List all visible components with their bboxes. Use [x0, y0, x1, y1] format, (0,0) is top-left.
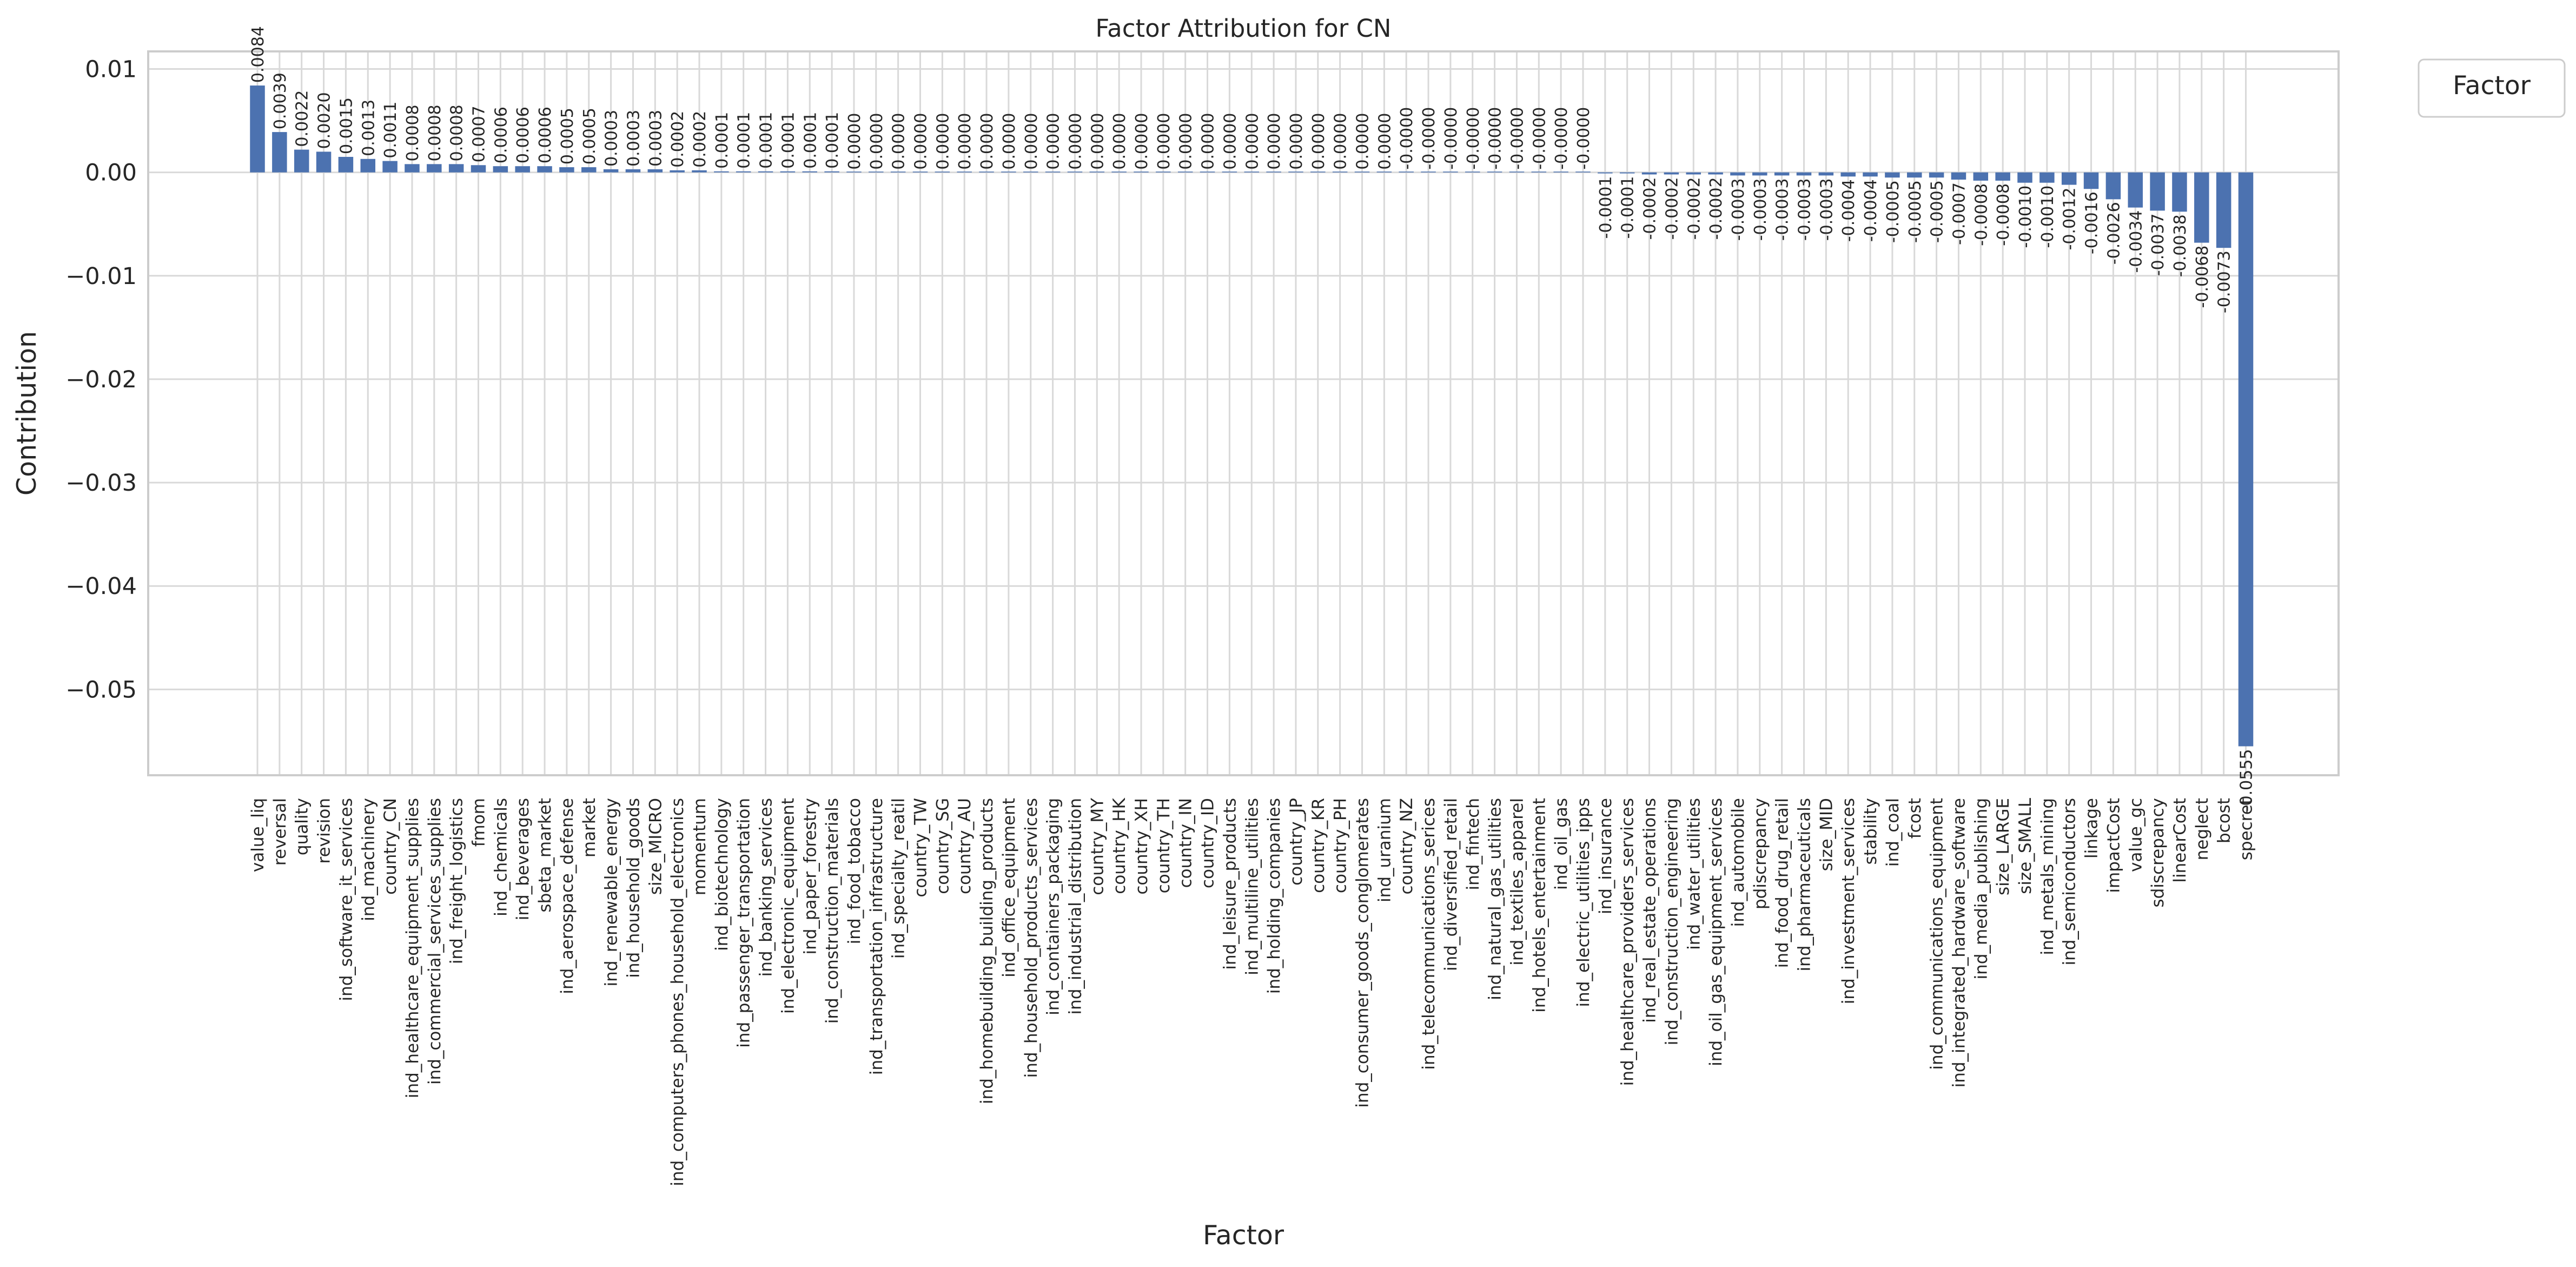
x-tick-label: ind_commercial_services_supplies: [425, 798, 445, 1085]
bar-value-label: 0.0002: [691, 110, 710, 168]
bar-value-label: -0.0005: [1928, 180, 1947, 243]
bar: [250, 85, 265, 173]
bar-value-label: 0.0007: [469, 105, 489, 163]
y-tick-label: −0.05: [65, 676, 137, 704]
bar-value-label: 0.0000: [889, 113, 909, 170]
x-tick-label: revision: [314, 798, 334, 864]
x-tick-label: ind_chemicals: [491, 798, 511, 916]
bar-value-label: -0.0016: [2082, 192, 2102, 255]
x-tick-label: ind_transportation_infrastructure: [866, 798, 886, 1075]
bar-value-label: 0.0000: [933, 113, 953, 170]
x-tick-label: ind_software_it_services: [336, 798, 356, 1001]
y-tick-label: −0.03: [65, 470, 137, 497]
x-tick-label: size_MID: [1817, 798, 1837, 872]
bar-value-label: 0.0000: [1022, 113, 1041, 170]
bar: [714, 171, 729, 173]
bar: [2172, 173, 2187, 212]
bar-value-label: -0.0005: [1905, 180, 1925, 243]
x-tick-label: ind_integrated_hardware_software: [1949, 798, 1969, 1088]
bar-value-label: -0.0000: [1530, 107, 1549, 170]
x-tick-label: ind_freight_logistics: [447, 798, 467, 965]
bar-value-label: 0.0006: [492, 107, 511, 164]
bar-value-label: -0.0003: [1795, 178, 1815, 241]
bar: [604, 169, 619, 173]
x-tick-label: ind_telecommunications_serices: [1419, 798, 1439, 1070]
x-tick-label: country_TW: [911, 798, 931, 898]
bar-value-label: -0.0005: [1883, 180, 1903, 243]
bar: [2017, 173, 2032, 183]
bar-value-label: -0.0003: [1773, 178, 1792, 241]
bar: [1819, 173, 1834, 176]
bar-value-label: 0.0000: [1133, 113, 1151, 170]
bar-value-label: 0.0039: [270, 72, 290, 130]
chart-title: Factor Attribution for CN: [1095, 14, 1392, 43]
x-tick-label: country_KR: [1308, 798, 1328, 893]
x-tick-label: momentum: [690, 798, 710, 896]
bar: [1023, 171, 1038, 173]
bar: [537, 166, 552, 172]
bar: [2128, 173, 2143, 208]
bar: [1178, 171, 1193, 173]
bar-value-label: 0.0002: [668, 110, 688, 168]
bar-value-label: -0.0001: [1596, 176, 1615, 239]
bar: [626, 169, 641, 173]
x-tick-label: size_MICRO: [646, 798, 666, 895]
bar-value-label: 0.0008: [425, 104, 445, 162]
bar: [1509, 171, 1525, 173]
bar: [1863, 173, 1878, 177]
x-tick-label: ind_electric_utilities_ipps: [1574, 798, 1593, 1007]
x-tick-label: ind_food_drug_retail: [1772, 798, 1792, 968]
bar-value-label: -0.0034: [2127, 210, 2146, 273]
bar: [1686, 173, 1701, 175]
bar-value-label: -0.0007: [1950, 182, 1969, 245]
bar-value-label: -0.0003: [1751, 178, 1770, 241]
x-tick-label: quality: [292, 798, 312, 856]
bar: [449, 164, 464, 172]
bar-value-label: -0.0026: [2104, 202, 2124, 265]
x-tick-label: ind_healthcare_equipment_supplies: [402, 798, 422, 1099]
bar-value-label: 0.0020: [315, 92, 334, 149]
x-tick-label: country_AU: [955, 798, 975, 894]
bar: [382, 161, 398, 173]
x-tick-label: ind_paper_forestry: [800, 798, 820, 955]
bar-value-label: 0.0084: [249, 26, 268, 83]
x-tick-label: ind_oil_gas: [1552, 798, 1572, 890]
bar-value-label: -0.0003: [1729, 178, 1748, 241]
bar-value-label: -0.0002: [1663, 177, 1682, 240]
bar: [891, 171, 906, 173]
bar-value-label: 0.0000: [1066, 113, 1085, 170]
bar: [1575, 171, 1591, 173]
x-tick-label: ind_construction_materials: [823, 798, 843, 1024]
x-tick-label: reversal: [270, 798, 290, 866]
x-tick-label: ind_machinery: [359, 798, 379, 921]
bar-value-label: 0.0000: [1176, 113, 1196, 170]
bar: [1774, 173, 1790, 176]
bar: [515, 166, 530, 172]
bar: [1708, 173, 1723, 175]
x-tick-label: size_SMALL: [2016, 798, 2035, 894]
x-tick-label: specret: [2236, 798, 2256, 861]
bar-value-label: -0.0008: [1994, 183, 2014, 246]
x-tick-label: ind_insurance: [1595, 798, 1615, 915]
bar: [2239, 173, 2254, 747]
x-tick-label: value_liq: [248, 798, 268, 873]
x-tick-label: impactCost: [2104, 798, 2124, 893]
x-tick-label: ind_passenger_transportation: [734, 798, 754, 1048]
bar: [1907, 173, 1922, 178]
bar-value-label: 0.0003: [646, 109, 666, 167]
bar: [957, 171, 972, 173]
bar: [316, 151, 332, 172]
x-tick-label: ind_semiconductors: [2060, 798, 2080, 966]
bar-value-label: -0.0000: [1441, 107, 1461, 170]
bar-value-label: -0.0001: [1618, 176, 1638, 239]
y-tick-label: −0.01: [65, 262, 137, 290]
bar-value-label: -0.0000: [1464, 107, 1483, 170]
bar-value-label: -0.0004: [1839, 179, 1859, 242]
bar-value-label: 0.0008: [447, 104, 467, 162]
bar-value-label: 0.0006: [514, 107, 533, 164]
bar: [758, 171, 773, 173]
x-tick-label: ind_office_equipment: [999, 798, 1019, 978]
x-tick-label: ind_household_goods: [624, 798, 644, 978]
x-tick-label: ind_communications_equipment: [1927, 798, 1947, 1070]
bar: [1465, 171, 1480, 173]
bar-value-label: 0.0003: [624, 109, 644, 167]
bar-value-label: 0.0000: [911, 113, 931, 170]
x-tick-label: ind_real_estate_operations: [1640, 798, 1660, 1023]
x-tick-label: country_XH: [1132, 798, 1151, 895]
x-tick-label: ind_fintech: [1463, 798, 1483, 890]
bar: [1421, 171, 1436, 173]
x-tick-label: country_TH: [1154, 798, 1174, 894]
bar: [1974, 173, 1989, 181]
bar-value-label: 0.0000: [1331, 113, 1350, 170]
bar: [1068, 171, 1083, 173]
bar: [1156, 171, 1171, 173]
bar: [272, 132, 287, 173]
x-tick-label: ind_aerospace_defense: [557, 798, 577, 994]
bar: [1222, 171, 1237, 173]
bar-value-label: 0.0000: [1309, 113, 1328, 170]
bar: [648, 169, 663, 173]
bar: [1288, 171, 1303, 173]
bar-value-label: -0.0002: [1640, 177, 1660, 240]
x-tick-label: fcost: [1905, 798, 1925, 839]
bar: [1620, 173, 1635, 174]
bar: [1244, 171, 1260, 173]
x-tick-label: market: [579, 798, 599, 858]
bar: [780, 171, 796, 173]
x-tick-label: bcost: [2214, 798, 2234, 843]
y-axis-label: Contribution: [11, 331, 42, 496]
y-tick-label: −0.04: [65, 573, 137, 600]
y-tick-label: 0.01: [85, 56, 137, 83]
bar: [1929, 173, 1944, 178]
x-tick-label: ind_water_utilities: [1684, 798, 1704, 950]
bar: [1995, 173, 2010, 181]
x-tick-label: country_ID: [1198, 798, 1218, 889]
x-tick-label: ind_biotechnology: [712, 798, 732, 951]
bar-value-label: 0.0005: [580, 108, 599, 165]
bar: [1443, 171, 1458, 173]
bar-value-label: 0.0001: [823, 111, 843, 169]
bar: [692, 170, 707, 173]
bar: [1885, 173, 1900, 178]
bar: [1642, 173, 1657, 175]
bar-value-label: 0.0022: [293, 90, 312, 147]
bar: [294, 150, 309, 173]
bar-value-label: -0.0073: [2215, 250, 2234, 313]
x-tick-label: ind_coal: [1883, 798, 1903, 867]
bar: [2062, 173, 2077, 185]
bar-value-label: 0.0001: [801, 111, 820, 169]
x-tick-label: ind_consumer_goods_conglomerates: [1353, 798, 1373, 1108]
x-tick-label: country_CN: [381, 798, 401, 895]
bar: [1553, 171, 1568, 173]
bar-value-label: -0.0010: [2038, 185, 2057, 248]
x-tick-label: ind_natural_gas_utilities: [1485, 798, 1505, 1000]
x-tick-label: sdiscrepancy: [2148, 798, 2168, 908]
x-tick-label: ind_pharmaceuticals: [1794, 798, 1815, 972]
bar-value-label: 0.0000: [1088, 113, 1108, 170]
bar-value-label: 0.0000: [956, 113, 975, 170]
bar: [1266, 171, 1281, 173]
x-tick-label: country_PH: [1330, 798, 1350, 894]
x-tick-label: ind_oil_gas_equipment_services: [1706, 798, 1726, 1066]
bar-value-label: -0.0000: [1420, 107, 1439, 170]
bar: [846, 171, 862, 173]
x-tick-label: ind_diversified_retail: [1441, 798, 1461, 971]
x-axis-label: Factor: [1203, 1220, 1284, 1251]
bar-value-label: 0.0006: [536, 107, 555, 164]
x-tick-label: country_NZ: [1397, 798, 1417, 895]
x-tick-label: country_IN: [1176, 798, 1196, 888]
bar-value-label: 0.0000: [1221, 113, 1240, 170]
bar: [581, 167, 597, 173]
bar: [979, 171, 994, 173]
bar: [1951, 173, 1966, 180]
bar: [361, 159, 376, 173]
bar-value-label: 0.0008: [403, 104, 422, 162]
bar: [2194, 173, 2209, 243]
bar-value-label: -0.0555: [2237, 749, 2256, 812]
bar-value-label: 0.0005: [558, 108, 577, 165]
x-tick-label: size_LARGE: [1994, 798, 2014, 895]
bar-value-label: 0.0000: [1375, 113, 1395, 170]
x-tick-label: pdiscrepancy: [1750, 798, 1770, 910]
bar: [1355, 171, 1370, 173]
x-tick-label: ind_investment_services: [1839, 798, 1859, 1005]
legend-title: Factor: [2453, 71, 2531, 101]
bar-value-label: 0.0001: [779, 111, 798, 169]
x-tick-label: neglect: [2192, 798, 2212, 861]
x-tick-label: linearCost: [2170, 798, 2190, 883]
bar: [2216, 173, 2231, 248]
bar: [670, 170, 685, 173]
x-tick-label: value_gc: [2126, 798, 2146, 872]
bar-value-label: -0.0000: [1508, 107, 1527, 170]
x-tick-label: ind_uranium: [1375, 798, 1395, 902]
bar-value-label: 0.0000: [1287, 113, 1306, 170]
bar-value-label: 0.0013: [359, 99, 379, 156]
x-tick-label: country_HK: [1110, 798, 1130, 894]
bar-value-label: 0.0000: [1110, 113, 1130, 170]
bar: [1399, 171, 1414, 173]
x-tick-label: ind_household_products_services: [1021, 798, 1041, 1078]
bar-value-label: 0.0000: [845, 113, 864, 170]
bar-value-label: 0.0000: [1044, 113, 1063, 170]
x-tick-label: ind_beverages: [513, 798, 533, 921]
bar-value-label: 0.0000: [867, 113, 886, 170]
bar-value-label: 0.0015: [337, 97, 356, 154]
bar-value-label: -0.0004: [1862, 179, 1881, 242]
x-tick-label: ind_multiline_utilities: [1242, 798, 1262, 975]
bar: [405, 164, 420, 172]
x-tick-label: ind_leisure_products: [1220, 798, 1240, 970]
x-tick-label: ind_renewable_energy: [601, 798, 621, 987]
bar-value-label: -0.0038: [2170, 214, 2190, 278]
bar: [1001, 171, 1016, 173]
bar: [1532, 171, 1547, 173]
bar-value-label: 0.0000: [1243, 113, 1262, 170]
bar-value-label: 0.0003: [602, 109, 621, 167]
bar: [1797, 173, 1812, 176]
x-tick-label: ind_construction_engineering: [1662, 798, 1682, 1046]
x-tick-label: sbeta_market: [535, 798, 555, 913]
bar-value-label: 0.0001: [757, 111, 776, 169]
bar: [1111, 171, 1127, 173]
bar: [1730, 173, 1745, 176]
bar-value-label: 0.0000: [1353, 113, 1373, 170]
x-tick-label: ind_industrial_distribution: [1065, 798, 1085, 1015]
bar: [339, 157, 354, 173]
bar-value-label: 0.0000: [1198, 113, 1218, 170]
bar-value-label: -0.0000: [1398, 107, 1417, 170]
bar-value-label: 0.0000: [978, 113, 997, 170]
x-tick-label: ind_computers_phones_household_electronics: [668, 798, 688, 1186]
x-tick-label: ind_textiles_apparel: [1507, 798, 1527, 966]
x-tick-label: ind_holding_companies: [1264, 798, 1284, 994]
bar-value-label: -0.0000: [1552, 107, 1572, 170]
legend: [2419, 60, 2565, 117]
x-tick-label: ind_automobile: [1728, 798, 1748, 927]
bar: [1752, 173, 1767, 176]
bar: [869, 171, 884, 173]
x-tick-label: ind_food_tobacco: [844, 798, 864, 945]
x-tick-label: ind_healthcare_providers_services: [1618, 798, 1638, 1086]
bar: [1134, 171, 1149, 173]
bar: [1598, 173, 1613, 174]
bar: [803, 171, 818, 173]
bar-value-label: -0.0000: [1486, 107, 1505, 170]
y-tick-label: −0.02: [65, 366, 137, 393]
bar-value-label: 0.0011: [381, 101, 401, 159]
x-tick-label: ind_banking_services: [756, 798, 776, 977]
x-tick-label: ind_hotels_entertainment: [1529, 798, 1549, 1013]
bar: [1840, 173, 1856, 177]
x-tick-label: country_SG: [933, 798, 953, 894]
bar: [1333, 171, 1348, 173]
bar: [1310, 171, 1326, 173]
bar-value-label: -0.0002: [1707, 177, 1726, 240]
bar: [493, 166, 508, 172]
bar-value-label: 0.0000: [1154, 113, 1174, 170]
x-tick-label: linkage: [2082, 798, 2102, 859]
bar-value-label: -0.0010: [2016, 185, 2035, 248]
x-tick-label: country_JP: [1286, 798, 1306, 886]
bar: [824, 171, 839, 173]
bar-value-label: -0.0037: [2149, 213, 2168, 276]
x-tick-label: ind_containers_packaging: [1043, 798, 1063, 1015]
bar-value-label: -0.0002: [1685, 177, 1704, 240]
bar-value-label: 0.0001: [734, 111, 754, 169]
bar: [1664, 173, 1679, 175]
bar: [1045, 171, 1061, 173]
x-tick-label: ind_electronic_equipment: [778, 798, 798, 1014]
bar-value-label: 0.0000: [999, 113, 1019, 170]
y-tick-label: 0.00: [85, 159, 137, 187]
bar: [1487, 171, 1502, 173]
bar-value-label: -0.0003: [1817, 178, 1837, 241]
bar: [2150, 173, 2165, 211]
bar: [559, 167, 574, 173]
bar: [1090, 171, 1105, 173]
bar: [471, 165, 486, 172]
x-tick-label: fmom: [469, 798, 489, 847]
bar: [1200, 171, 1215, 173]
bar: [913, 171, 928, 173]
bar: [1377, 171, 1392, 173]
x-tick-label: ind_specialty_reatil: [889, 798, 909, 959]
bar-value-label: -0.0000: [1574, 107, 1593, 170]
bar-value-label: -0.0012: [2060, 187, 2080, 250]
x-tick-label: country_MY: [1088, 798, 1108, 895]
bar-value-label: -0.0008: [1972, 183, 1991, 246]
bar-value-label: -0.0068: [2193, 245, 2212, 308]
bar: [2084, 173, 2099, 189]
bar-value-label: 0.0001: [712, 111, 732, 169]
bar-value-label: 0.0000: [1265, 113, 1284, 170]
bar: [427, 164, 442, 172]
x-tick-label: ind_homebuilding_building_products: [977, 798, 997, 1105]
bar: [2039, 173, 2055, 183]
bar: [2106, 173, 2121, 200]
x-tick-label: stability: [1861, 798, 1881, 865]
bar: [935, 171, 950, 173]
bar: [736, 171, 751, 173]
x-tick-label: ind_media_publishing: [1971, 798, 1991, 980]
x-tick-label: ind_metals_mining: [2037, 798, 2057, 955]
